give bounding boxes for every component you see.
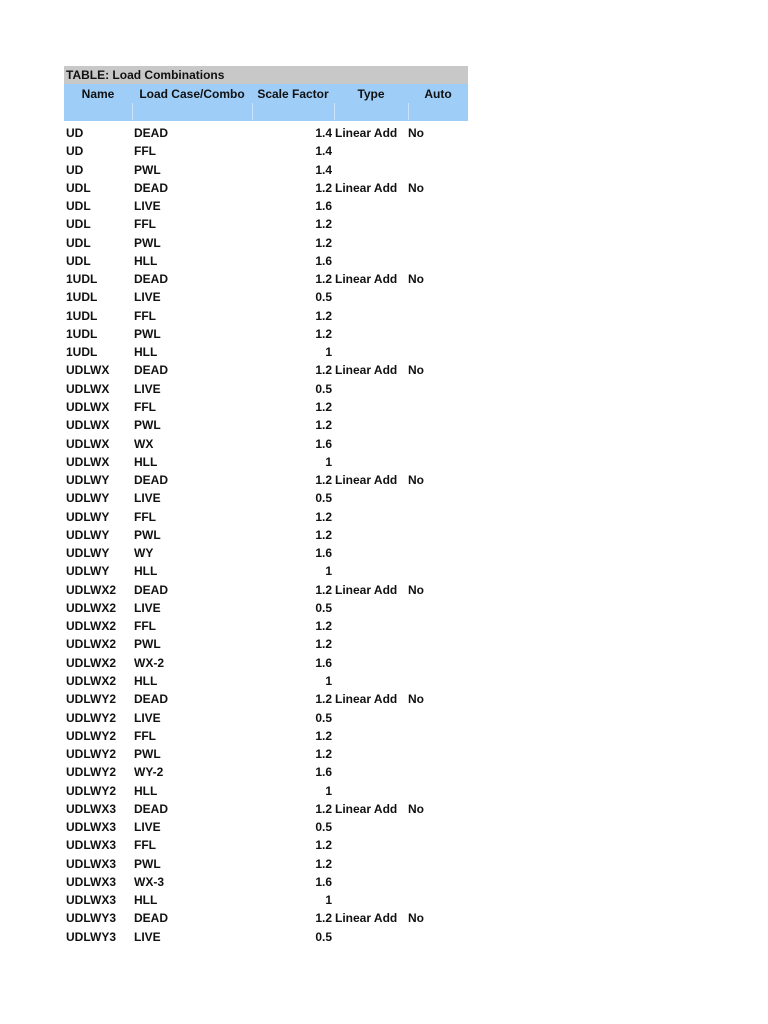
cell-name: UDLWX3 — [66, 838, 117, 853]
header-divider — [252, 103, 253, 120]
cell-name: 1UDL — [66, 345, 98, 360]
cell-load-case: LIVE — [134, 710, 161, 725]
table-row[interactable] — [64, 836, 468, 854]
table-row[interactable] — [64, 398, 468, 416]
cell-scale-factor: 1.2 — [315, 363, 332, 378]
cell-load-case: LIVE — [134, 290, 161, 305]
cell-name: UD — [66, 144, 84, 159]
cell-scale-factor: 1 — [325, 345, 332, 360]
cell-name: UDL — [66, 217, 91, 232]
cell-auto: No — [408, 801, 424, 816]
cell-scale-factor: 0.5 — [315, 929, 332, 944]
table-row[interactable] — [64, 380, 468, 398]
cell-load-case: DEAD — [134, 126, 169, 140]
cell-name: UDLWY2 — [66, 747, 117, 762]
cell-scale-factor: 1.2 — [315, 747, 332, 762]
cell-load-case: PWL — [134, 637, 161, 652]
table-row[interactable] — [64, 288, 468, 306]
cell-scale-factor: 1 — [325, 673, 332, 688]
cell-scale-factor: 1.6 — [315, 199, 332, 214]
cell-load-case: LIVE — [134, 381, 161, 396]
table-row[interactable] — [64, 343, 468, 361]
cell-load-case: LIVE — [134, 600, 161, 615]
cell-name: UD — [66, 126, 84, 140]
cell-name: UDLWX2 — [66, 582, 117, 597]
cell-name: UDLWY2 — [66, 710, 117, 725]
table-row[interactable] — [64, 270, 468, 288]
cell-load-case: WX — [134, 436, 154, 451]
cell-name: UDLWX — [66, 454, 110, 469]
cell-name: UDLWY — [66, 546, 110, 561]
table-row[interactable] — [64, 489, 468, 507]
cell-name: UDLWY2 — [66, 765, 117, 780]
cell-scale-factor: 0.5 — [315, 600, 332, 615]
cell-scale-factor: 0.5 — [315, 381, 332, 396]
table-row[interactable] — [64, 215, 468, 233]
cell-auto: No — [408, 582, 424, 597]
cell-scale-factor: 0.5 — [315, 820, 332, 835]
table-body — [64, 124, 468, 946]
table-row[interactable] — [64, 124, 468, 142]
cell-scale-factor: 1.2 — [315, 838, 332, 853]
cell-name: UDLWX2 — [66, 655, 117, 670]
cell-name: UDLWX3 — [66, 820, 117, 835]
cell-scale-factor: 1 — [325, 783, 332, 798]
cell-type: Linear Add — [335, 582, 398, 597]
cell-load-case: PWL — [134, 856, 161, 871]
table-row[interactable] — [64, 526, 468, 544]
table-title: TABLE: Load Combinations — [64, 66, 468, 84]
header-load-case[interactable]: Load Case/Combo — [139, 87, 245, 101]
header-auto[interactable]: Auto — [424, 87, 452, 101]
cell-scale-factor: 1.2 — [315, 235, 332, 250]
cell-load-case: PWL — [134, 235, 161, 250]
cell-auto: No — [408, 692, 424, 707]
cell-scale-factor: 0.5 — [315, 710, 332, 725]
cell-name: UDLWY — [66, 473, 110, 488]
table-row[interactable] — [64, 690, 468, 708]
cell-scale-factor: 1.2 — [315, 217, 332, 232]
cell-name: UDLWX — [66, 399, 110, 414]
cell-scale-factor: 1 — [325, 564, 332, 579]
cell-load-case: FFL — [134, 217, 156, 232]
table-row[interactable] — [64, 928, 468, 946]
cell-name: UDLWX3 — [66, 856, 117, 871]
cell-name: UDLWY2 — [66, 728, 117, 743]
cell-auto: No — [408, 126, 424, 140]
cell-name: 1UDL — [66, 290, 98, 305]
cell-load-case: LIVE — [134, 820, 161, 835]
cell-name: 1UDL — [66, 308, 98, 323]
cell-scale-factor: 0.5 — [315, 290, 332, 305]
cell-name: UDLWX2 — [66, 637, 117, 652]
table-row[interactable] — [64, 855, 468, 873]
cell-load-case: HLL — [134, 253, 158, 268]
cell-name: UDLWY2 — [66, 692, 117, 707]
cell-name: 1UDL — [66, 272, 98, 287]
cell-name: UDLWY — [66, 509, 110, 524]
cell-load-case: DEAD — [134, 911, 169, 926]
cell-load-case: HLL — [134, 454, 158, 469]
table-row[interactable] — [64, 873, 468, 891]
cell-type: Linear Add — [335, 473, 398, 488]
cell-load-case: FFL — [134, 619, 156, 634]
cell-load-case: FFL — [134, 399, 156, 414]
cell-name: UDLWX — [66, 436, 110, 451]
cell-load-case: FFL — [134, 144, 156, 159]
cell-scale-factor: 1.2 — [315, 509, 332, 524]
table-row[interactable] — [64, 635, 468, 653]
header-divider — [408, 103, 409, 120]
table-row[interactable] — [64, 544, 468, 562]
cell-scale-factor: 1.2 — [315, 180, 332, 195]
table-row[interactable] — [64, 453, 468, 471]
cell-name: UDLWX2 — [66, 600, 117, 615]
cell-scale-factor: 1.4 — [315, 144, 332, 159]
cell-load-case: LIVE — [134, 929, 161, 944]
cell-scale-factor: 1.2 — [315, 692, 332, 707]
cell-name: UDLWX — [66, 418, 110, 433]
cell-scale-factor: 1.4 — [315, 162, 332, 177]
cell-load-case: WY-2 — [134, 765, 164, 780]
cell-scale-factor: 1.2 — [315, 637, 332, 652]
table-header — [64, 84, 468, 121]
cell-scale-factor: 1.6 — [315, 765, 332, 780]
table-row[interactable] — [64, 161, 468, 179]
cell-name: UDLWY2 — [66, 783, 117, 798]
cell-scale-factor: 1.2 — [315, 856, 332, 871]
cell-scale-factor: 1.2 — [315, 582, 332, 597]
cell-name: UDL — [66, 199, 91, 214]
cell-load-case: DEAD — [134, 363, 169, 378]
cell-scale-factor: 1.2 — [315, 801, 332, 816]
cell-scale-factor: 1.2 — [315, 418, 332, 433]
cell-load-case: WX-2 — [134, 655, 164, 670]
table-row[interactable] — [64, 252, 468, 270]
cell-load-case: PWL — [134, 326, 161, 341]
table-row[interactable] — [64, 909, 468, 927]
cell-name: UDLWX2 — [66, 619, 117, 634]
table-row[interactable] — [64, 416, 468, 434]
cell-load-case: WY — [134, 546, 154, 561]
cell-load-case: DEAD — [134, 272, 169, 287]
cell-auto: No — [408, 363, 424, 378]
cell-load-case: HLL — [134, 893, 158, 908]
cell-auto: No — [408, 180, 424, 195]
cell-scale-factor: 1.2 — [315, 911, 332, 926]
cell-load-case: DEAD — [134, 582, 169, 597]
table-row[interactable] — [64, 471, 468, 489]
cell-scale-factor: 1.2 — [315, 308, 332, 323]
cell-scale-factor: 1 — [325, 893, 332, 908]
cell-name: UDLWY — [66, 527, 110, 542]
table-row[interactable] — [64, 727, 468, 745]
table-row[interactable] — [64, 234, 468, 252]
header-divider — [334, 103, 335, 120]
cell-type: Linear Add — [335, 126, 398, 140]
cell-name: UD — [66, 162, 84, 177]
table-row[interactable] — [64, 361, 468, 379]
cell-name: UDL — [66, 235, 91, 250]
cell-scale-factor: 0.5 — [315, 491, 332, 506]
table-row[interactable] — [64, 179, 468, 197]
cell-name: UDL — [66, 253, 91, 268]
cell-scale-factor: 1.6 — [315, 874, 332, 889]
cell-load-case: LIVE — [134, 199, 161, 214]
cell-type: Linear Add — [335, 692, 398, 707]
cell-name: UDLWY3 — [66, 929, 117, 944]
cell-load-case: HLL — [134, 783, 158, 798]
cell-scale-factor: 1.6 — [315, 436, 332, 451]
cell-load-case: HLL — [134, 564, 158, 579]
cell-type: Linear Add — [335, 272, 398, 287]
cell-name: UDLWX — [66, 363, 110, 378]
table-row[interactable] — [64, 672, 468, 690]
table-row[interactable] — [64, 709, 468, 727]
cell-scale-factor: 1.2 — [315, 619, 332, 634]
cell-type: Linear Add — [335, 801, 398, 816]
cell-auto: No — [408, 473, 424, 488]
cell-load-case: FFL — [134, 509, 156, 524]
cell-load-case: FFL — [134, 308, 156, 323]
cell-scale-factor: 1.2 — [315, 527, 332, 542]
cell-name: UDLWY — [66, 491, 110, 506]
cell-scale-factor: 1.4 — [315, 126, 332, 140]
cell-load-case: FFL — [134, 838, 156, 853]
cell-scale-factor: 1.6 — [315, 546, 332, 561]
table-row[interactable] — [64, 562, 468, 580]
cell-load-case: WX-3 — [134, 874, 164, 889]
table-row[interactable] — [64, 197, 468, 215]
cell-scale-factor: 1 — [325, 454, 332, 469]
table-row[interactable] — [64, 581, 468, 599]
cell-load-case: PWL — [134, 747, 161, 762]
cell-auto: No — [408, 272, 424, 287]
table-row[interactable] — [64, 307, 468, 325]
cell-auto: No — [408, 911, 424, 926]
header-name[interactable]: Name — [81, 87, 115, 101]
header-divider — [132, 103, 133, 120]
table-row[interactable] — [64, 745, 468, 763]
cell-name: UDLWX3 — [66, 801, 117, 816]
load-combinations-table — [64, 66, 468, 946]
header-type[interactable]: Type — [357, 87, 385, 101]
cell-name: UDLWX3 — [66, 893, 117, 908]
cell-name: UDLWX — [66, 381, 110, 396]
table-row[interactable] — [64, 782, 468, 800]
cell-name: UDLWY3 — [66, 911, 117, 926]
table-row[interactable] — [64, 508, 468, 526]
cell-load-case: DEAD — [134, 180, 169, 195]
cell-scale-factor: 1.6 — [315, 253, 332, 268]
cell-type: Linear Add — [335, 363, 398, 378]
cell-name: UDLWX3 — [66, 874, 117, 889]
cell-load-case: DEAD — [134, 473, 169, 488]
cell-load-case: DEAD — [134, 801, 169, 816]
cell-scale-factor: 1.2 — [315, 272, 332, 287]
table-row[interactable] — [64, 763, 468, 781]
table-row[interactable] — [64, 142, 468, 160]
cell-load-case: LIVE — [134, 491, 161, 506]
cell-scale-factor: 1.2 — [315, 326, 332, 341]
cell-load-case: PWL — [134, 418, 161, 433]
cell-load-case: PWL — [134, 527, 161, 542]
table-row[interactable] — [64, 800, 468, 818]
cell-scale-factor: 1.6 — [315, 655, 332, 670]
table-row[interactable] — [64, 325, 468, 343]
table-row[interactable] — [64, 599, 468, 617]
table-row[interactable] — [64, 435, 468, 453]
cell-name: UDLWY — [66, 564, 110, 579]
cell-scale-factor: 1.2 — [315, 399, 332, 414]
cell-scale-factor: 1.2 — [315, 728, 332, 743]
cell-load-case: HLL — [134, 673, 158, 688]
cell-type: Linear Add — [335, 911, 398, 926]
table-row[interactable] — [64, 891, 468, 909]
cell-load-case: HLL — [134, 345, 158, 360]
table-row[interactable] — [64, 818, 468, 836]
cell-type: Linear Add — [335, 180, 398, 195]
cell-load-case: PWL — [134, 162, 161, 177]
header-scale-factor[interactable]: Scale Factor — [257, 87, 329, 101]
cell-name: UDL — [66, 180, 91, 195]
cell-name: 1UDL — [66, 326, 98, 341]
cell-name: UDLWX2 — [66, 673, 117, 688]
table-row[interactable] — [64, 617, 468, 635]
table-row[interactable] — [64, 654, 468, 672]
cell-load-case: FFL — [134, 728, 156, 743]
cell-load-case: DEAD — [134, 692, 169, 707]
cell-scale-factor: 1.2 — [315, 473, 332, 488]
